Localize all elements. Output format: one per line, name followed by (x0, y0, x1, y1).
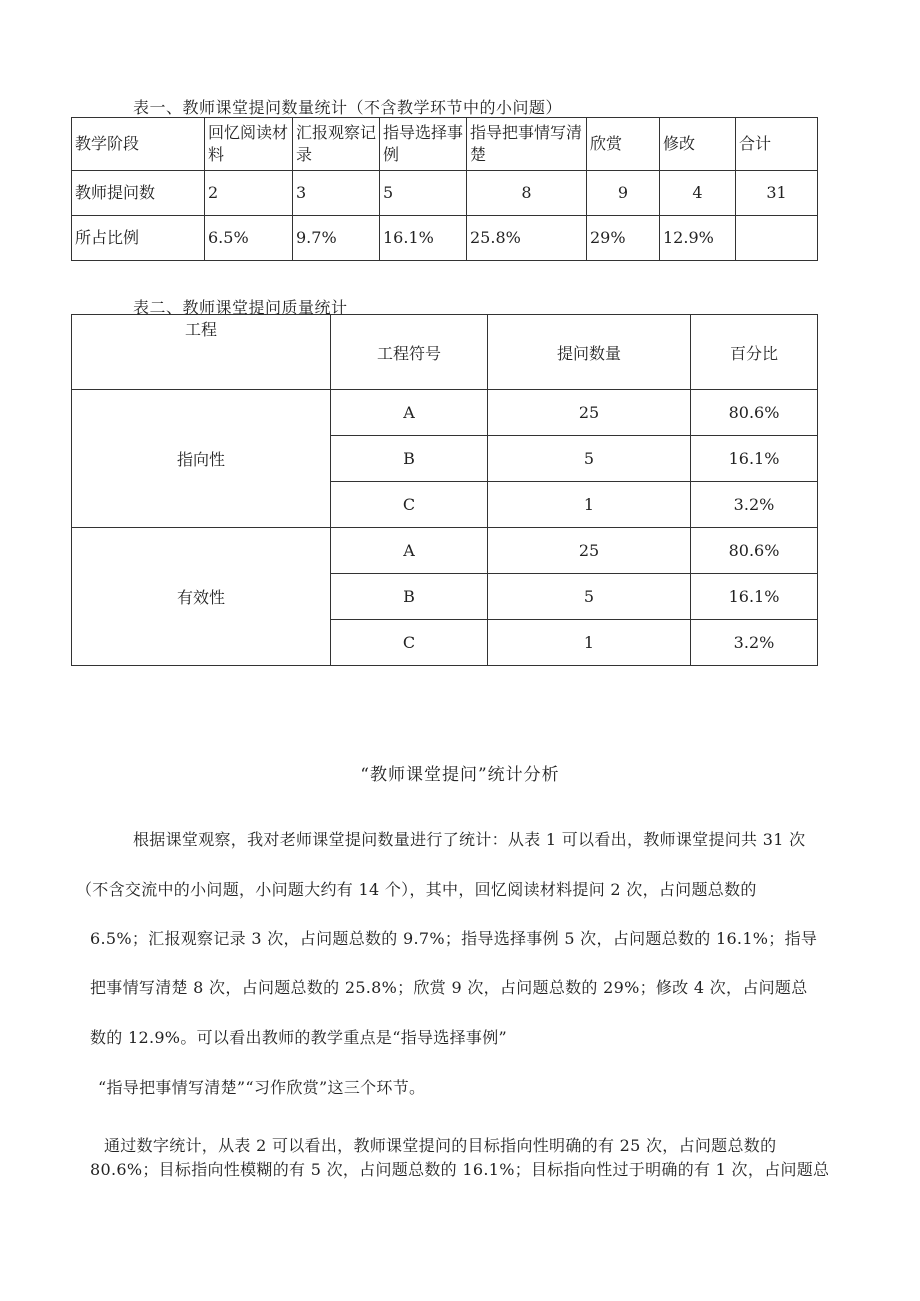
table-header-row (72, 118, 818, 171)
table-row (72, 171, 818, 216)
table-cell: A (331, 390, 488, 436)
table-cell: 12.9% (660, 216, 736, 261)
table-cell: 3.2% (691, 482, 818, 528)
paragraph-line: （不含交流中的小问题，小问题大约有 14 个），其中，回忆阅读材料提问 2 次，占问题总数的 (76, 880, 757, 899)
table-cell: 8 (467, 171, 587, 216)
table-cell: 16.1% (380, 216, 467, 261)
table-cell: 工程符号 (331, 315, 488, 390)
table-cell: B (331, 574, 488, 620)
table-cell: 25.8% (467, 216, 587, 261)
table-cell: 25 (488, 528, 691, 574)
table-cell: 80.6% (691, 528, 818, 574)
table-cell: 汇报观察记录 (293, 118, 380, 171)
table-cell: 回忆阅读材料 (205, 118, 293, 171)
table-cell: 29% (587, 216, 660, 261)
table-cell: C (331, 620, 488, 666)
table-cell: 5 (488, 436, 691, 482)
table-row (72, 528, 818, 574)
table-cell: 6.5% (205, 216, 293, 261)
table-cell: 1 (488, 620, 691, 666)
question-quality-table (71, 314, 818, 666)
paragraph-line: 数的 12.9%。可以看出教师的教学重点是“指导选择事例” (90, 1028, 507, 1047)
table-cell: 25 (488, 390, 691, 436)
table-cell: 百分比 (691, 315, 818, 390)
table-cell: 欣赏 (587, 118, 660, 171)
paragraph-line: 80.6%；目标指向性模糊的有 5 次，占问题总数的 16.1%；目标指向性过于明确的有 1 次，占问题总 (90, 1160, 830, 1179)
table-cell: 教师提问数 (72, 171, 205, 216)
table-cell: 2 (205, 171, 293, 216)
paragraph-line: “指导把事情写清楚”“习作欣赏”这三个环节。 (98, 1078, 426, 1097)
table1-caption: 表一、教师课堂提问数量统计（不含教学环节中的小问题） (133, 98, 563, 117)
table-cell: 9.7% (293, 216, 380, 261)
table-cell: 16.1% (691, 436, 818, 482)
table-cell: C (331, 482, 488, 528)
table-header-row (72, 315, 818, 390)
table-cell: 1 (488, 482, 691, 528)
table-cell: 3 (293, 171, 380, 216)
table-row (72, 216, 818, 261)
group-cell: 有效性 (72, 528, 331, 666)
paragraph-line: 把事情写清楚 8 次，占问题总数的 25.8%；欣赏 9 次，占问题总数的 29%；修改 4 次，占问题总 (90, 978, 808, 997)
table-cell: 3.2% (691, 620, 818, 666)
table-cell: 指导选择事例 (380, 118, 467, 171)
paragraph-line: 通过数字统计，从表 2 可以看出，教师课堂提问的目标指向性明确的有 25 次，占问题总数的 (104, 1136, 777, 1155)
table-cell: 9 (587, 171, 660, 216)
table-cell: 提问数量 (488, 315, 691, 390)
table-cell: B (331, 436, 488, 482)
group-cell: 指向性 (72, 390, 331, 528)
table-cell: 4 (660, 171, 736, 216)
table-cell (736, 216, 818, 261)
table-cell: 合计 (736, 118, 818, 171)
table-cell: 修改 (660, 118, 736, 171)
table-cell: 5 (380, 171, 467, 216)
table-cell: 指导把事情写清楚 (467, 118, 587, 171)
paragraph-line: 根据课堂观察，我对老师课堂提问数量进行了统计：从表 1 可以看出，教师课堂提问共 31 次 (133, 830, 806, 849)
paragraph-line: 6.5%；汇报观察记录 3 次，占问题总数的 9.7%；指导选择事例 5 次，占问题总数的 16.1%；指导 (90, 929, 818, 948)
table-cell: 16.1% (691, 574, 818, 620)
table-cell: 5 (488, 574, 691, 620)
table-cell: 所占比例 (72, 216, 205, 261)
table-cell: 教学阶段 (72, 118, 205, 171)
table-cell: A (331, 528, 488, 574)
table-cell: 工程 (72, 315, 331, 390)
table2-caption: 表二、教师课堂提问质量统计 (133, 298, 348, 317)
table-cell: 31 (736, 171, 818, 216)
question-count-table (71, 117, 818, 261)
table-cell: 80.6% (691, 390, 818, 436)
analysis-title: “教师课堂提问”统计分析 (360, 765, 560, 785)
table-row (72, 390, 818, 436)
